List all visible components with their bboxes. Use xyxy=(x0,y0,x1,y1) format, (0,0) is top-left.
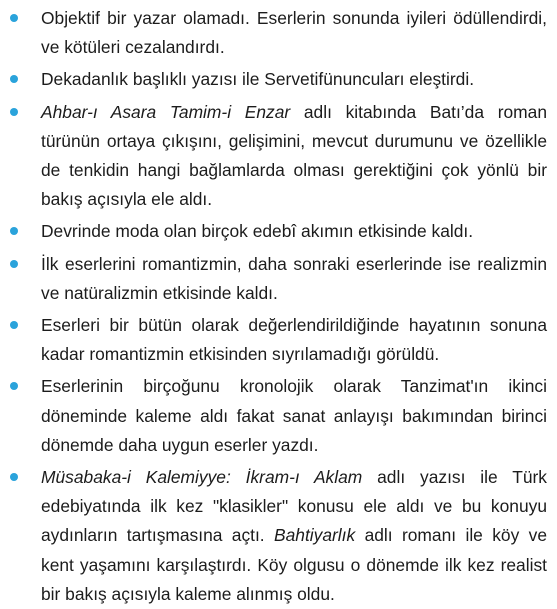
bullet-item xyxy=(6,311,547,369)
bullet-text: Objektif bir yazar olamadı. Eserlerin sonunda iyileri ödüllendirdi, ve kötüleri cezalandırdı. xyxy=(41,8,547,58)
bullet-text: İlk eserlerini romantizmin, daha sonraki eserlerinde ise realizmin ve natüralizmin etkisinde kaldı. xyxy=(41,253,547,303)
bullet-item xyxy=(6,65,547,94)
essay-title: Müsabaka-i Kalemiyye: İkram-ı Aklam xyxy=(41,467,363,488)
bullet-dot-icon xyxy=(10,382,18,390)
bullet-text: Eserlerinin birçoğunu kronolojik olarak Tanzimat'ın ikinci döneminde kaleme aldı fakat sanat anlayışı bakımından birinci dönemde daha uygun eserler yazdı. xyxy=(41,376,547,455)
bullet-dot-icon xyxy=(10,321,18,329)
novel-title: Bahtiyarlık xyxy=(274,525,356,546)
bullet-dot-icon xyxy=(10,260,18,268)
bullet-item xyxy=(6,250,547,308)
bullet-item xyxy=(6,217,547,246)
bullet-item xyxy=(6,4,547,62)
bullet-text: Dekadanlık başlıklı yazısı ile Servetifünuncuları eleştirdi. xyxy=(41,69,475,90)
bullet-dot-icon xyxy=(10,75,18,83)
bullet-text: adlı kitabında Batı’da roman türünün ortaya çıkışını, gelişimini, mevcut durumunu ve özellikle de tenkidin hangi bağlamlarda olması gerektiğini çok yönlü bir bakış açısıyla ele aldı. xyxy=(41,101,547,210)
bullet-item xyxy=(6,372,547,460)
bullet-dot-icon xyxy=(10,227,18,235)
bullet-item xyxy=(6,98,547,215)
bullet-text: adlı yazısı ile Türk edebiyatında ilk kez "klasikler" konusu ele aldı ve bu konuyu aydınların tartışmasına açtı. xyxy=(41,467,547,546)
bullet-text: Eserleri bir bütün olarak değerlendirildiğinde hayatının sonuna kadar romantizmin etkisinden sıyrılamadığı görüldü. xyxy=(41,315,547,365)
book-title: Ahbar-ı Asara Tamim-i Enzar xyxy=(41,101,291,122)
bullet-list xyxy=(6,4,547,609)
bullet-dot-icon xyxy=(10,14,18,22)
bullet-text: adlı romanı ile köy ve kent yaşamını karşılaştırdı. Köy olgusu o dönemde ilk kez realist bir bakış açısıyla kaleme alınmış oldu. xyxy=(41,525,548,604)
bullet-dot-icon xyxy=(10,108,18,116)
bullet-dot-icon xyxy=(10,473,18,481)
bullet-item xyxy=(6,463,547,609)
bullet-text: Devrinde moda olan birçok edebî akımın etkisinde kaldı. xyxy=(41,221,474,242)
